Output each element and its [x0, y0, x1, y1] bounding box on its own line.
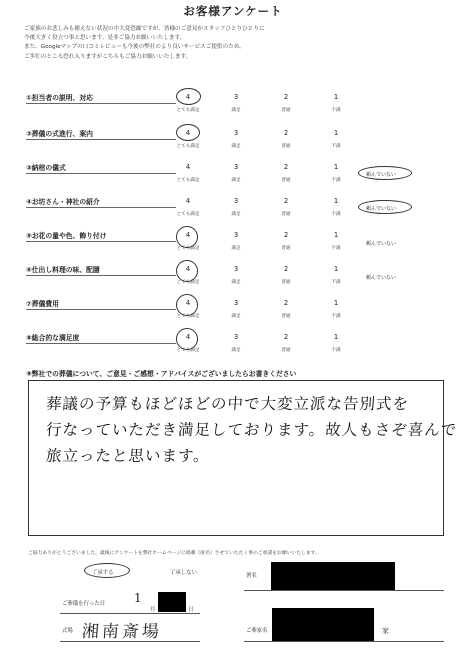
option-1[interactable]: 1 不満: [331, 333, 341, 353]
option-3[interactable]: 3 満足: [231, 197, 241, 217]
question-label: ③納棺の儀式: [26, 162, 176, 174]
question-label: ⑧総合的な満足度: [26, 332, 176, 344]
option-1[interactable]: 1 不満: [331, 163, 341, 183]
consent-text: ご協力ありがとうございました。最後にアンケートを弊社ホームページに掲載（匿名）させていただく事のご承諾をお願いいたします。: [28, 551, 320, 556]
option-3[interactable]: 3 満足: [231, 129, 241, 149]
option-2[interactable]: 2 普通: [281, 129, 291, 149]
option-4[interactable]: 4 とても満足: [176, 197, 200, 217]
selected-answer-circle: [176, 88, 201, 105]
day-label: 日: [188, 607, 194, 613]
venue-label: 式場: [62, 628, 73, 634]
not-requested-option[interactable]: 頼んでいない: [366, 172, 397, 178]
question-4: [0, 196, 466, 230]
handwritten-comment-line: 行なっていただき満足しております。故人もさぞ喜んで: [45, 421, 458, 439]
option-2[interactable]: 2 普通: [281, 163, 291, 183]
option-2[interactable]: 2 普通: [281, 231, 291, 251]
option-3[interactable]: 3 満足: [231, 163, 241, 183]
option-2[interactable]: 2 普通: [281, 197, 291, 217]
intro-line: 今後大きく役立つ事と思います。是非ご協力お願いいたします。: [24, 35, 186, 42]
option-4[interactable]: 4 とても満足: [176, 129, 200, 149]
handwritten-comment-line: 旅立ったと思います。: [45, 447, 211, 465]
funeral-date-label: ご葬儀を行った日: [62, 601, 106, 607]
question-1: [0, 92, 466, 126]
survey-title: お客様アンケート: [183, 4, 283, 18]
option-1[interactable]: 1 不満: [331, 129, 341, 149]
question-3: [0, 162, 466, 196]
venue-value: 湘南斎場: [81, 622, 163, 642]
question-7: [0, 298, 466, 332]
question-label: ②葬儀の式進行、案内: [26, 128, 176, 140]
selected-answer-circle: [176, 260, 198, 282]
question-8: [0, 332, 466, 366]
month-label: 月: [150, 607, 156, 613]
option-3[interactable]: 3 満足: [231, 265, 241, 285]
option-4[interactable]: 4 とても満足: [176, 93, 200, 113]
selected-answer-circle: [358, 166, 412, 180]
option-4[interactable]: 4 とても満足: [176, 231, 200, 251]
redacted-signature: [271, 562, 395, 590]
option-1[interactable]: 1 不満: [331, 299, 341, 319]
selected-answer-circle: [358, 200, 412, 214]
question-label: ⑥仕出し料理の味、配膳: [26, 264, 176, 276]
family-name-label: ご葬家名: [246, 628, 268, 634]
selected-answer-circle: [176, 294, 198, 316]
signature-label: 署名: [246, 573, 257, 579]
intro-line: また、Googleマップの口コミレビューも今後の弊社のより良いサービスご提供のため、: [24, 44, 245, 51]
option-3[interactable]: 3 満足: [231, 231, 241, 251]
intro-line: ご多忙のところ恐れ入りますがこちらもご協力お願いいたします。: [24, 53, 192, 60]
not-requested-option[interactable]: 頼んでいない: [366, 241, 397, 247]
handwritten-comment-line: 葬議の予算もほどほどの中で大変立派な告別式を: [45, 395, 410, 413]
redacted-day: [158, 592, 186, 612]
not-requested-option[interactable]: 頼んでいない: [366, 275, 397, 281]
selected-answer-circle: [176, 226, 198, 248]
question-5: [0, 230, 466, 264]
option-4[interactable]: 4 とても満足: [176, 299, 200, 319]
selected-answer-circle: [176, 328, 198, 350]
selected-answer-circle: [176, 124, 200, 141]
option-4[interactable]: 4 とても満足: [176, 163, 200, 183]
intro-line: ご家族のお悲しみも癒えない状況の中大変恐縮ですが、皆様のご意見がスタッフひとりひとりに: [24, 26, 265, 32]
option-1[interactable]: 1 不満: [331, 265, 341, 285]
option-4[interactable]: 4 とても満足: [176, 265, 200, 285]
redacted-family-name: [272, 608, 374, 642]
question-label: ⑦葬儀費用: [26, 298, 176, 310]
option-3[interactable]: 3 満足: [231, 299, 241, 319]
funeral-month-value: 1: [134, 591, 142, 605]
option-3[interactable]: 3 満足: [231, 93, 241, 113]
selected-agree-circle: [84, 563, 130, 578]
signature-line: [244, 590, 444, 591]
free-comment-label: ⑨弊社での葬儀について、ご意見・ご感想・アドバイスがございましたらお書きください: [26, 370, 297, 378]
question-label: ⑤お花の量や色、飾り付け: [26, 230, 176, 242]
option-1[interactable]: 1 不満: [331, 197, 341, 217]
option-3[interactable]: 3 満足: [231, 333, 241, 353]
agree-option[interactable]: 了承する: [92, 570, 114, 576]
option-2[interactable]: 2 普通: [281, 299, 291, 319]
option-1[interactable]: 1 不満: [331, 93, 341, 113]
option-2[interactable]: 2 普通: [281, 265, 291, 285]
disagree-option[interactable]: 了承しない: [170, 570, 197, 576]
option-1[interactable]: 1 不満: [331, 231, 341, 251]
question-6: [0, 264, 466, 298]
venue-line: [60, 641, 200, 642]
question-2: [0, 128, 466, 162]
not-requested-option[interactable]: 頼んでいない: [366, 206, 397, 212]
question-label: ①担当者の説明、対応: [26, 92, 176, 104]
date-line: [60, 613, 200, 614]
option-2[interactable]: 2 普通: [281, 333, 291, 353]
option-4[interactable]: 4 とても満足: [176, 333, 200, 353]
family-name-line: [244, 641, 444, 642]
option-2[interactable]: 2 普通: [281, 93, 291, 113]
question-label: ④お坊さん・神社の紹介: [26, 196, 176, 208]
family-suffix: 家: [382, 627, 389, 635]
intro-text: [24, 25, 444, 62]
